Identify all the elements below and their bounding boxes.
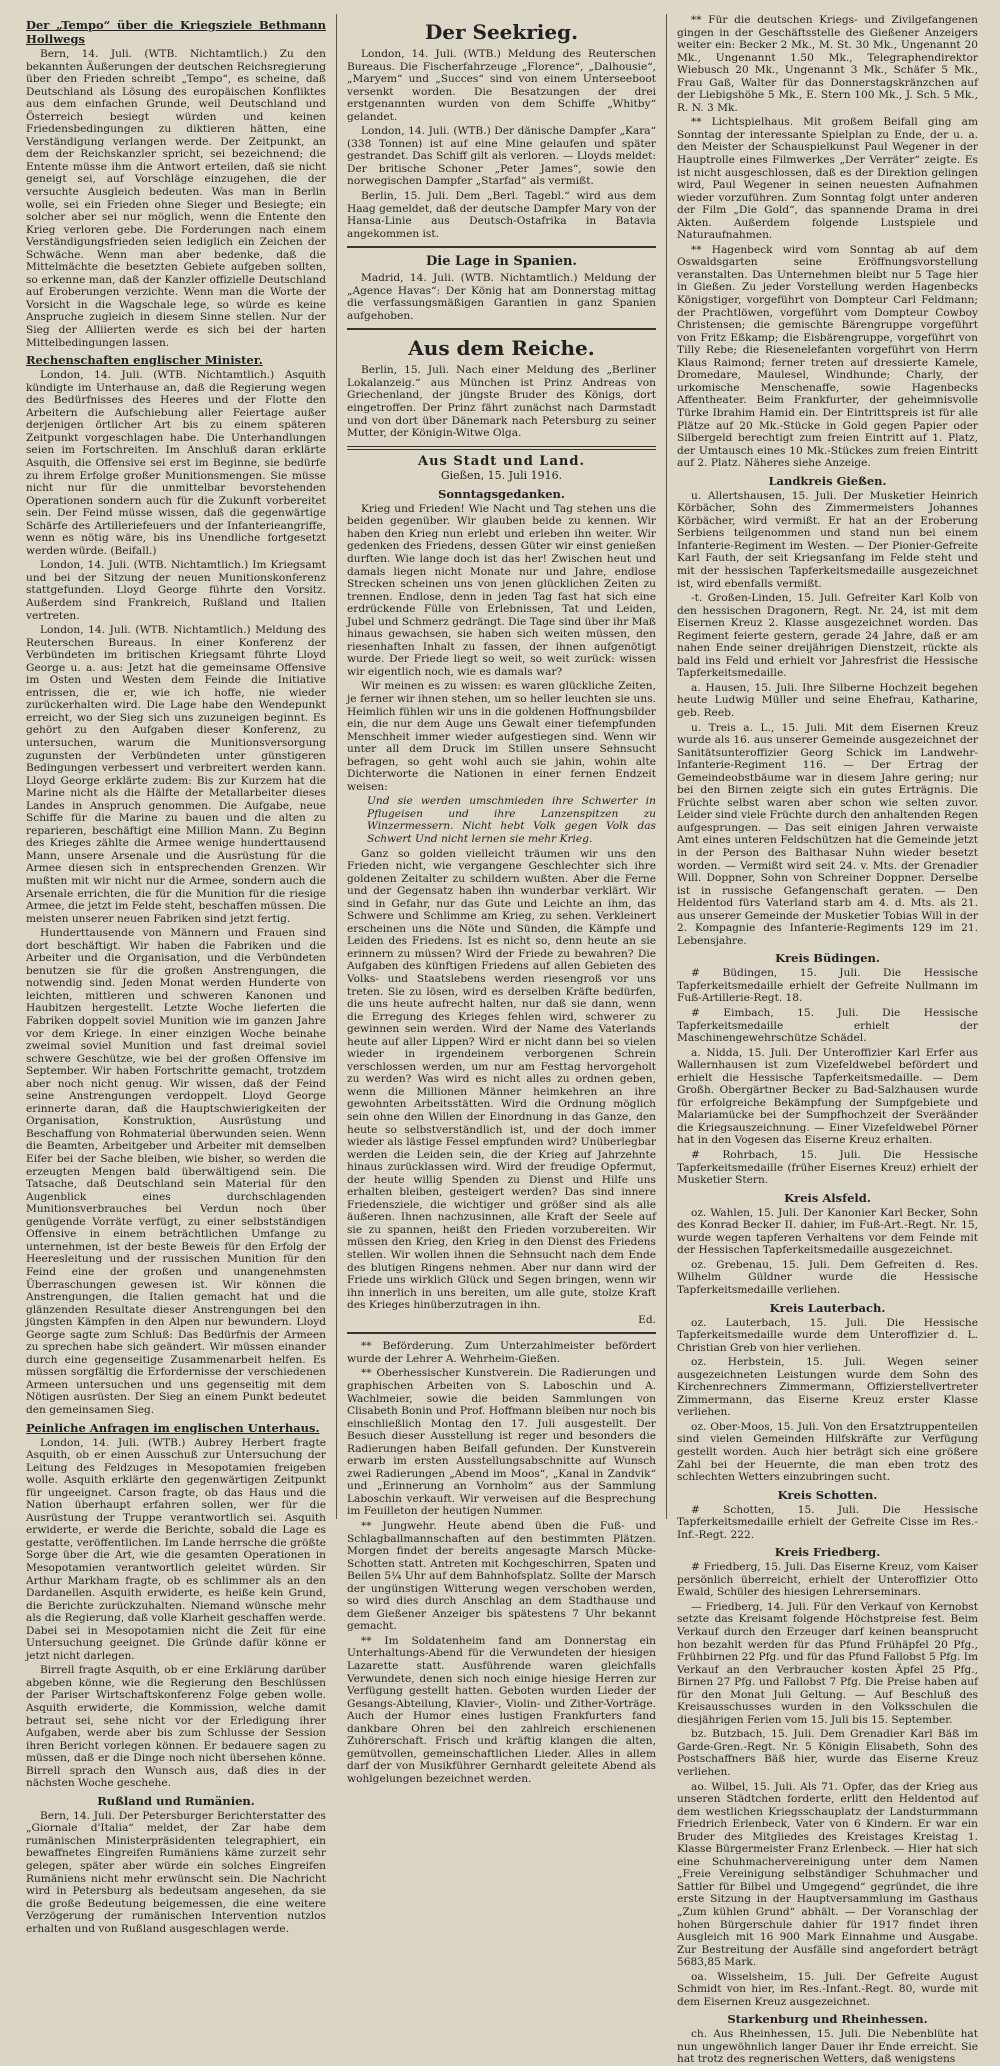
news-friedberg-1: # Friedberg, 15. Juli. Das Eiserne Kreuz, vom Kaiser persönlich überreicht, erhielt der Unteroffizier Otto Ewald, Schüler des hiesigen Lehrerseminars.	[677, 1561, 978, 1599]
article-seekrieg-1: London, 14. Juli. (WTB.) Meldung des Reuterschen Bureaus. Die Fischerfahrzeuge „Florence“, „Dalhousie“, „Maryem“ und „Succes“ sind von einem Unterseeboot versenkt worden. Die Besatzungen der drei erstgenannten wurden von dem Schiffe „Whitby“ gelandet.	[347, 48, 656, 123]
article-reiche: Berlin, 15. Juli. Nach einer Meldung des „Berliner Lokalanzeig.“ aus München ist Prinz Andreas von Griechenland, der jüngste Bruder des Königs, dort eingetroffen. Der Prinz fährt zunächst nach Darmstadt und von dort über Dänemark nach Petersburg zu seiner Mutter, der Königin-Witwe Olga.	[347, 364, 656, 440]
headline-friedberg: Kreis Friedberg.	[774, 1545, 881, 1560]
divider	[347, 1332, 656, 1334]
headline-tempo: Der „Tempo“ über die Kriegsziele Bethmann Hollwegs	[26, 18, 326, 46]
headline-alsfeld: Kreis Alsfeld.	[784, 1190, 871, 1205]
news-friedberg-5: oa. Wisselsheim, 15. Juli. Der Gefreite August Schmidt von hier, im Res.-Infant.-Regt. 80, wurde mit dem Eisernen Kreuz ausgezeichnet.	[677, 1970, 978, 2008]
article-sonntag-2: Wir meinen es zu wissen: es waren glückliche Zeiten, je ferner wir ihnen stehen, um so heller leuchten sie uns. Heimlich fühlen wir uns in die goldenen Hoffnungsbilder ein, die nur dem Auge uns Gewalt einer tiefempfunden Menschheit immer wieder aufgestiegen sind. Wenn wir unter all dem Druck im Stillen unsere Sehnsucht befragen, so geht wohl auch sie jahin, wohin alte Dichterworte die Nationen in einer fernen Endzeit weisen:	[347, 680, 656, 793]
headline-budingen: Kreis Büdingen.	[775, 951, 880, 966]
article-minister-2: London, 14. Juli. (WTB. Nichtamtlich.) Im Kriegsamt und bei der Sitzung der neuen Munitionskonferenz stattgefunden. Lloyd George führte den Vorsitz. Außerdem sind Frankreich, Rußland und Italien vertreten.	[26, 559, 326, 622]
headline-sonntag: Sonntagsgedanken.	[438, 486, 565, 501]
news-lauterbach-3: oz. Ober-Moos, 15. Juli. Von den Ersatztruppenteilen sind vielen Gemeinden Hilfskräfte zur Verfügung gestellt worden. Auch hier beträgt sich eine größere Zahl bei der Heuernte, die man eben trotz des schlechten Wetters einzubringen sucht.	[677, 1420, 978, 1484]
signature: Ed.	[638, 1313, 656, 1326]
article-sonntag-1: Krieg und Frieden! Wie Nacht und Tag stehen uns die beiden gegenüber. Wir glauben beide zu kennen. Wir haben den Krieg nun erlebt und erleben ihn weiter. Wir gedenken des Friedens, dessen Güter wir einst genießen durften. Wie lange doch ist das her! Zwischen heut und damals liegen nicht Monate nur und Jahre, endlose Strecken scheinen uns von jenen glücklichen Zeiten zu trennen. Endlose, denn in jeden Tag fast hat sich eine erdrückende Fülle von Erlebnissen, Tat und Leiden, Jubel und Schmerz gedrängt. Die Tage sind über ihr Maß hinaus gewachsen, sie haben sich weiten müssen, den riesenhaften Inhalt zu fassen, der ihnen aufgenötigt wurde. Der Friede liegt so weit, so weit zurück: wissen wir eigentlich noch, wie es damals war?	[347, 502, 656, 678]
section-stadt-land: Aus Stadt und Land.	[418, 453, 585, 469]
headline-schotten: Kreis Schotten.	[777, 1487, 878, 1502]
article-seekrieg-2: London, 14. Juli. (WTB.) Der dänische Dampfer „Kara“ (338 Tonnen) ist auf eine Mine gelaufen und später gestrandet. Das Schiff gilt als verloren. — Lloyds meldet: Der britische Schoner „Peter James“, sowie den norwegischen Dampfer „Starfad“ als vermißt.	[347, 125, 656, 188]
news-rheinhessen: ch. Aus Rheinhessen, 15. Juli. Die Nebenblüte hat nun ungewöhnlich langer Dauer ihr Ende erreicht. Sie hat trotz des regnerischen Wetters, daß wenigstens	[677, 2028, 978, 2066]
verse: Und sie werden umschmieden ihre Schwerter in Pflugeisen und ihre Lanzenspitzen zu Winzermessern. Nicht hebt Volk gegen Volk das Schwert Und nicht lernen sie mehr Krieg.	[367, 795, 656, 845]
headline-seekrieg: Der Seekrieg.	[424, 20, 579, 44]
article-minister-3: London, 14. Juli. (WTB. Nichtamtlich.) Meldung des Reuterschen Bureaus. In einer Konferenz der Verbündeten im britischen Kriegsamt führte Lloyd George u. a. aus: Jetzt hat die gemeinsame Offensive im Osten und Westen dem Feinde die Initiative entrissen, die er, wie ich hoffe, nie wieder zurückerhalten wird. Die Lage habe den Wendepunkt erreicht, wo der Sieg sich uns zuzuneigen beginnt. Es gehört zu den Aufgaben dieser Konferenz, zu untersuchen, warum die Munitionsversorgung zugunsten der Verbündeten unter günstigeren Bedingungen verbessert und verbreitert werden kann. Lloyd George erklärte zudem: Bis zur Kurzem hat die Marine nicht als die Hälfte der Metallarbeiter dieses Landes in Anspruch genommen. Die Aufgabe, neue Schiffe für die Marine zu bauen und die alten zu reparieren, beschäftigt eine Million Mann. Zu Beginn des Krieges zählte die Armee wenige hunderttausend Mann, unsere Arsenale und die Ausrüstung für die Armee diesen sich in entsprechenden Grenzen. Wir mußten mit wir nicht nur die Armee, sondern auch die Arsenale errichten, die für die Munition für die riesige Armee, die jetzt im Felde steht, beschaffen müssen. Die meisten unserer neuen Fabriken sind jetzt fertig.	[26, 624, 326, 925]
headline-lauterbach: Kreis Lauterbach.	[769, 1300, 886, 1315]
news-lichtspielhaus: ** Lichtspielhaus. Mit großem Beifall ging am Sonntag der interessante Spielplan zu Ende, der u. a. den Meister der Schauspielkunst Paul Wegener in der Hauptrolle eines Filmwerkes „Der Verräter“ zeigte. Es ist nicht ausgeschlossen, daß es der Direktion gelingen wird, Paul Wegener in seinen neuesten Aufnahmen wieder vorzuführen. Zum Sonntag folgt unter anderen der Film „Die Gold“, das spannende Drama in drei Akten. Außerdem folgende Lustspiele und Naturaufnahmen.	[677, 116, 978, 242]
column-left	[26, 14, 336, 1935]
headline-minister: Rechenschaften englischer Minister.	[26, 353, 263, 368]
article-anfragen-2: Birrell fragte Asquith, ob er eine Erklärung darüber abgeben könne, wie die Regierung den Beschlüssen der Pariser Wirtschaftskonferenz Folge geben wolle. Asquith erwiderte, die Kommission, welche damit betraut sei, sehe nicht vor der Erledigung ihrer Aufgaben, werde aber bis zum Schlusse der Session ihren Bericht vorlegen können. Er bedauere sagen zu müssen, daß er die Dinge noch nicht übersehen könne. Birrell sprach den Wunsch aus, daß dies in der nächsten Woche geschehe.	[26, 1664, 326, 1790]
news-befoerderung: ** Beförderung. Zum Unterzahlmeister befördert wurde der Lehrer A. Wehrheim-Gießen.	[347, 1340, 656, 1365]
double-divider	[347, 446, 656, 450]
news-hagenbeck: ** Hagenbeck wird vom Sonntag ab auf dem Oswaldsgarten seine Eröffnungsvorstellung veranstalten. Das Unternehmen bleibt nur 5 Tage hier in Gießen. Zu jeder Vorstellung werden Hagenbecks Königstiger, vorgeführt von Dompteur Carl Feldmann; der Prachtlöwen, vorgeführt vom Dompteur Cowboy Christensen; die gemischte Bärengruppe vorgeführt von Fritz Eßkamp; die Eisbärengruppe, vorgeführt von Tilly Rebe; die Riesenelefanten vorgeführt von Herrn Klaus Raimond; ferner treten auf dressierte Kamele, Dromedare, Maulesel, Windhunde; Charly, der urkomische Menschenaffe, sowie Hagenbecks Affentheater. Beim Frankfurter, der geheimnisvolle Türke Ibrahim Hamid ein. Der Eintrittspreis ist für alle Plätze auf 20 Mk.-Stücke in Gold gegen Papier oder Silbergeld berechtigt zum freien Eintritt auf 1. Platz, der Umtausch eines 10 Mk.-Stückes zum freien Eintritt auf 2. Platz. Näheres siehe Anzeige.	[677, 243, 978, 470]
news-lauterbach-2: oz. Herbstein, 15. Juli. Wegen seiner ausgezeichneten Leistungen wurde dem Sohn des Kirchenrechners Zimmermann, Offizierstellvertreter Zimmermann, das Eiserne Kreuz erster Klasse verliehen.	[677, 1356, 978, 1419]
news-treis: u. Treis a. L., 15. Juli. Mit dem Eisernen Kreuz wurde als 16. aus unserer Gemeinde ausgezeichnet der Sanitätsunteroffizier Georg Schick im Landwehr-Infanterie-Regiment 116. — Der Ertrag der Gemeindeobstbäume war in diesem Jahre gering; nur bei den Birnen zeigte sich ein gutes Erträgnis. Die Früchte selbst waren aber schon wie selten zuvor. Leider sind viele Früchte durch den anhaltenden Regen aufgesprungen. — Das seit einigen Jahren verwaiste Amt eines unteren Feldschützen hat die Gemeinde jetzt in der Person des Balthasar Nuhn wieder besetzt worden. — Vermißt wird seit 24. v. Mts. der Grenadier Will. Doppner, Sohn von Schreiner Doppner. Derselbe ist in russische Gefangenschaft geraten. — Den Heldentod fürs Vaterland starb am 4. d. Mts. als 21. aus unserer Gemeinde der Musketier Tobias Will in der 2. Kompagnie des Infanterie-Regiments 129 im 21. Lebensjahre.	[677, 721, 978, 947]
news-schotten: # Schotten, 15. Juli. Die Hessische Tapferkeitsmedaille erhielt der Gefreite Cisse im Res.-Inf.-Regt. 222.	[677, 1503, 978, 1541]
news-friedberg-4: ao. Wilbel, 15. Juli. Als 71. Opfer, das der Krieg aus unseren Städtchen forderte, erlitt den Heldentod auf dem westlichen Kriegsschauplatz der Landsturmmann Friedrich Erlenbeck, Vater von 6 Kindern. Er war ein Bruder des Mitgliedes des Kreistages Kreistag 1. Klasse Bürgermeister Franz Erlenbeck. — Hier hat sich eine Schuhmachervereinigung unter dem Namen „Freie Vereinigung selbständiger Schuhmacher und Sattler für Bilbel und Umgegend“ gegründet, die ihre erste Sitzung in der Hauptversammlung im Gasthaus „Zum kühlen Grund“ abhält. — Der Voranschlag der hohen Bürgerschule dahier für 1917 findet ihren Ausgleich mit 16 900 Mark Einnahme und Ausgabe. Zur Bestreitung der Ausfälle sind angefordert beträgt 5683,85 Mark.	[677, 1780, 978, 1969]
headline-reiche: Aus dem Reiche.	[408, 336, 595, 361]
news-alsfeld-1: oz. Wahlen, 15. Juli. Der Kanonier Karl Becker, Sohn des Konrad Becker II. dahier, im Fuß-Art.-Regt. Nr. 15, wurde wegen tapferen Verhaltens vor dem Feinde mit der Hessischen Tapferkeitsmedaille ausgezeichnet.	[677, 1206, 978, 1257]
news-budingen-1: # Büdingen, 15. Juli. Die Hessische Tapferkeitsmedaille erhielt der Gefreite Nullmann im Fuß-Artillerie-Regt. 18.	[677, 967, 978, 1005]
divider	[347, 246, 656, 248]
divider	[347, 328, 656, 330]
dateline: Gießen, 15. Juli 1916.	[440, 469, 563, 483]
news-gefangene: ** Für die deutschen Kriegs- und Zivilgefangenen gingen in der Geschäftsstelle des Gießener Anzeigers weiter ein: Becker 2 Mk., M. St. 30 Mk., Ungenannt 20 Mk., Ungenannt 1.50 Mk., Telegraphendirektor Wiebusch 20 Mk., Ungenannt 3 Mk., Schäfer 5 Mk., Frau Gaß, Walter für das Donnerstagskränzchen auf der Liebigshöhe 5 Mk., E. Stern 100 Mk., J. Sch. 5 Mk., R. N. 3 Mk.	[677, 14, 978, 114]
news-budingen-3: a. Nidda, 15. Juli. Der Unteroffizier Karl Erfer aus Wallernhausen ist zum Vizefeldwebel befördert und erhielt die Hessische Tapferkeitsmedaille. — Dem Großh. Obergärtner Becker zu Bad-Salzhausen wurde für erfolgreiche Bekämpfung der Sumpfgebiete und Malariamücke bei der Sumpfhochzeit der Sveräänder die Kriegsauszeichnung. — Einer Vizefeldwebel Pörner hat in den Vogesen das Eiserne Kreuz erhalten.	[677, 1046, 978, 1147]
news-lauterbach-1: oz. Lauterbach, 15. Juli. Die Hessische Tapferkeitsmedaille wurde dem Unteroffizier d. L. Christian Greb von hier verliehen.	[677, 1316, 978, 1354]
news-kunstverein: ** Oberhessischer Kunstverein. Die Radierungen und graphischen Arbeiten von S. Laboschin und A. Wachlmeier, sowie die beiden Sammlungen von Clisabeth Bonin und Prof. Hoffmann bleiben nur noch bis einschließlich Montag den 17. Juli ausgestellt. Der Besuch dieser Ausstellung ist reger und besonders die Radierungen haben Beifall gefunden. Der Kunstverein erwarb im ersten Ausstellungsabschnitte auf Wunsch zwei Radierungen „Abend im Moos“, „Kanal in Zandvik“ und „Erinnerung an Vornholm“ aus der Sammlung Laboschin verkauft. Wir verweisen auf die Besprechung im Feuilleton der heutigen Nummer.	[347, 1367, 656, 1518]
news-jungwehr: ** Jungwehr. Heute abend üben die Fuß- und Schlagballmannschaften auf den bestimmten Plätzen. Morgen findet der bereits angesagte Marsch Mücke-Schotten statt. Antreten mit Kochgeschirren, Spaten und Beilen 5¼ Uhr auf dem Bahnhofsplatz. Sollte der Marsch der ungünstigen Witterung wegen verschoben werden, so wird dies durch Anschlag an dem Stadthause und dem Gießener Anzeiger bis spätestens 7 Uhr bekannt gemacht.	[347, 1519, 656, 1633]
article-sonntag-3: Ganz so golden vielleicht träumen wir uns den Frieden nicht, wie vergangene Geschlechter sich ihre goldenen Zeitalter zu schildern wußten. Aber die Ferne und der Gegensatz haben ihn wunderbar verklärt. Wir sind in Gefahr, nur das Gute und Leichte an ihm, das Schwere und Schlimme am Krieg, zu sehen. Verkleinert erscheinen uns die Nöte und Sünden, die Kämpfe und Leiden des Friedens. Ist es nicht so, denn heute an sie erinnern zu müssen? Wird der Friede zu bewahren? Die Aufgaben des künftigen Friedens auf allen Gebieten des Volks- und Staatslebens werden riesengroß vor uns treten. Sie zu lösen, wird es derselben Kräfte bedürfen, die uns heute aufrecht halten, nur daß sie dann, wenn die Erregung des Krieges fehlen wird, schwerer zu gewinnen sein werden. Wird der Name des Vaterlands heute auf aller Lippen? Wird er nicht dann bei so vielen wieder in irgendeinem verborgenen Schrein verschlossen werden, um nur am Festtag hervorgeholt zu werden? Was wird es nicht alles zu ordnen geben, wenn die Millionen Männer heimkehren an ihre gewohnten Arbeitsstätten. Wird die Ordnung möglich sein ohne den Willen der Einordnung in das Ganze, den heute so selbstverständlich ist, und der doch immer wieder als lästige Fessel empfunden wird? Unüberlegbar werden die Leiden sein, die der Krieg auf Jahrzehnte hinaus zurücklassen wird. Wird der freudige Opfermut, der heute willig Spenden zu Dienst und Hilfe uns erhalten bleiben, gesteigert werden? Das sind innere Friedensziele, die wichtiger und größer sind als alle äußeren. Ihnen nachzusinnen, alle Kraft der Seele auf sie zu spannen, heißt den Frieden vorzubereiten. Wir müssen den Krieg, den Krieg in den Dienst des Friedens stellen. Wir wollen ihnen die Sehnsucht nach dem Ende des blutigen Ringens nehmen. Aber nur dann wird der Friede uns wirklich Glück und Segen bringen, wenn wir ihn innerlich in uns bereiten, um alle gute, stolze Kraft des Krieges hinüberzutragen in ihn.	[347, 847, 656, 1312]
article-seekrieg-3: Berlin, 15. Juli. Dem „Berl. Tagebl.“ wird aus dem Haag gemeldet, daß der deutsche Dampfer Mary von der Hansa-Linie aus Deutsch-Ostafrika in Batavia angekommen ist.	[347, 190, 656, 240]
columns	[26, 14, 978, 2066]
news-friedberg-2: — Friedberg, 14. Juli. Für den Verkauf von Kernobst setzte das Kreisamt folgende Höchstpreise fest. Beim Verkauf durch den Erzeuger darf keinen beansprucht hon bezahlt werden für das Pfund Frühäpfel 20 Pfg., Frühbirnen 22 Pfg. und für das Pfund Fallobst 5 Pfg. Im Verkauf an den Verbraucher kosten Äpfel 25 Pfg., Birnen 27 Pfg. und Fallobst 7 Pfg. Die Preise haben auf für den Monat Juli Geltung. — Auf Beschluß des Kreisausschusses wurden in den Volksschulen die diesjährigen Ferien vom 15. Juli bis 15. September.	[677, 1600, 978, 1726]
news-grossen-linden: -t. Großen-Linden, 15. Juli. Gefreiter Karl Kolb von den hessischen Dragonern, Regt. Nr. 24, ist mit dem Eisernen Kreuz 2. Klasse ausgezeichnet worden. Das Regiment feierte gestern, gerade 24 Jahre, daß er am nahen Ende seiner dreijährigen Dienstzeit, rückte als bald ins Feld und erhielt vor Jahresfrist die Hessische Tapferkeitsmedaille.	[677, 592, 978, 680]
column-right	[666, 14, 978, 2066]
news-hausen: a. Hausen, 15. Juli. Ihre Silberne Hochzeit begehen heute Ludwig Müller und seine Ehefrau, Katharine, geb. Reeb.	[677, 681, 978, 719]
article-tempo: Bern, 14. Juli. (WTB. Nichtamtlich.) Zu den bekannten Äußerungen der deutschen Reichsregierung über den Frieden schreibt „Tempo“, es scheine, daß Deutschland als Lösung des europäischen Konfliktes aus dem einfachen Grunde, weil Deutschland und Österreich besiegt würden und keinen Friedensbedingungen zu diktieren hätten, eine Verständigung verlangen werde. Der Zeitpunkt, an dem der Reichskanzler spricht, sei bezeichnend; die Entente müsse ihm die Antwort erteilen, daß sie nicht geneigt sei, auf Vorschläge einzugehen, die der versuchte Ausgleich bedeuten. Was man in Berlin wolle, sei ein Frieden ohne Sieger und Besiegte; ein solcher aber sei nur möglich, wenn die Entente den Krieg verloren gebe. Die Forderungen nach einem Verständigungsfrieden seien lediglich ein Zeichen der Schwäche. Wenn man aber bedenke, daß die Mittelmächte die besetzten Gebiete aufgeben sollten, so erkenne man, daß der Kanzler offizielle Deutschland auf Eroberungen verzichte. Wenn man die Worte der Vorsicht in die Wagschale lege, so würde es keine Anspruche zugleich in diesem Sinne stellen. Nur der Sieg der Alliierten werde es sich bei der harten Mittelbedingungen lassen.	[26, 48, 326, 349]
headline-landkreis: Landkreis Gießen.	[768, 473, 887, 488]
headline-anfragen: Peinliche Anfragen im englischen Unterhaus.	[26, 1420, 320, 1435]
article-minister-1: London, 14. Juli. (WTB. Nichtamtlich.) Asquith kündigte im Unterhause an, daß die Regierung wegen des Bedürfnisses des Heeres und der Flotte den Arbeitern die Aufschiebung aller Feiertage außer derjenigen örtlicher Art bis zu einem späteren Zeitpunkt vorgeschlagen habe. Die Unterhandlungen seien im Fortschreiten. Im Anschluß daran erklärte Asquith, die Offensive sei erst im Beginne, sie bedürfe zu ihrem Erfolge großer Munitionsmengen. Sie müsse nicht nur für die unmittelbar bevorstehenden Operationen sondern auch für die Zukunft vorbereitet sein. Der Feind müsse wissen, daß die gegenwärtige Schärfe des Artilleriefeuers und der Infanterieangriffe, wenn es nötig wäre, bis ins Unendliche fortgesetzt werden würde. (Beifall.)	[26, 369, 326, 557]
news-budingen-4: # Rohrbach, 15. Juli. Die Hessische Tapferkeitsmedaille (früher Eisernes Kreuz) erhielt der Musketier Stern.	[677, 1149, 978, 1187]
headline-starkenburg: Starkenburg und Rheinhessen.	[727, 2012, 928, 2027]
article-russland: Bern, 14. Juli. Der Petersburger Berichterstatter des „Giornale d'Italia“ meldet, der Zar habe dem rumänischen Ministerpräsidenten telegraphiert, ein bewaffnetes Eingreifen Rumäniens käme zurzeit sehr gelegen, später aber würde ein solches Eingreifen Rumäniens nicht mehr erwünscht sein. Die Nachricht wird in Petersburg als bedeutsam angesehen, da sie die große Bedeutung beigemessen, die eine weitere Verzögerung der rumänischen Intervention nutzlos erhalten und von Rußland ausgeschlagen werde.	[26, 1809, 326, 1935]
news-allertshausen: u. Allertshausen, 15. Juli. Der Musketier Heinrich Körbächer, Sohn des Zimmermeisters Johannes Körbächer, wird vermißt. Er hat an der Eroberung Serbiens teilgenommen und stand nun bei einem Infanterie-Regiment im Westen. — Der Pionier-Gefreite Karl Fauth, der seit Kriegsanfang im Felde steht und mit der hessischen Tapferkeitsmedaille ausgezeichnet ist, wird ebenfalls vermißt.	[677, 489, 978, 590]
headline-spanien: Die Lage in Spanien.	[426, 254, 577, 270]
news-friedberg-3: bz. Butzbach, 15. Juli. Dem Grenadier Karl Bäß im Garde-Gren.-Regt. Nr. 5 Königin Elisabeth, Sohn des Postschaffners Bäß hier, wurde das Eiserne Kreuz verliehen.	[677, 1728, 978, 1778]
article-anfragen-1: London, 14. Juli. (WTB.) Aubrey Herbert fragte Asquith, ob er einen Ausschuß zur Untersuchung der Leitung des Feldzuges in Mesopotamien freigeben wolle. Asquith erklärte den gegenwärtigen Zeitpunkt für ungeeignet. Carson fragte, ob das Haus und die Nation überhaupt erfahren sollen, wer für die Ausrüstung der Truppe verantwortlich sei. Asquith erwiderte, er werde die Berichte, sobald die Lage es gestatte, veröffentlichen. Im Lande herrsche die größte Sorge über die Art, wie die gesamten Operationen in Mesopotamien verantwortlich geleitet würden. Sir Arthur Markham fragte, ob es schlimmer als an den Dardanellen. Asquith erwiderte, es heiße kein Grund, die Berichte zurückzuhalten. Niemand wünsche mehr als die Regierung, daß volle Klarheit geschaffen werde. Dabei sei in Mesopotamien nicht die Zeit für eine Untersuchung geeignet. Die Gründe dafür könne er jetzt nicht darlegen.	[26, 1436, 326, 1662]
article-minister-4: Hunderttausende von Männern und Frauen sind dort beschäftigt. Wir haben die Fabriken und die Arbeiter und die Organisation, und die Verbündeten benutzen sie für die großen Anstrengungen, die notwendig sind. Jeden Monat werden Hunderte von leichten, mittleren und schweren Kanonen und Haubitzen hergestellt. Letzte Woche lieferten die Fabriken doppelt soviel Munition wie im ganzen Jahre vor dem Kriege. In einer einzigen Woche beinahe zweimal soviel Munition und fast dreimal soviel schwere Geschütze, wie bei der großen Offensive im September. Wir haben Fortschritte gemacht, trotzdem aber noch nicht genug. Wir wissen, daß der Feind seine Anstrengungen verdoppelt. Lloyd George erinnerte daran, daß die Hauptschwierigkeiten der Organisation, Konstruktion, Ausrüstung und Beschaffung von Rohmaterial überwunden seien. Wenn die Beamten, Arbeitgeber und Arbeiter mit demselben Eifer bei der Sache bleiben, wie bisher, so werden die erzeugten Mengen bald überwältigend sein. Die Tatsache, daß Deutschland sein Material für den Augenblick eines durchschlagenden Munitionsverbrauches bei Verdun noch über genügende Vorräte verfügt, zu einer selbstständigen Offensive in einem beträchtlichen Umfange zu unternehmen, ist der beste Beweis für den Erfolg der Heeresleitung und der russischen Munition für den Feind eine der großen und unangenehmsten Überraschungen gewesen ist. Wir können die Anstrengungen, die Italien gemacht hat und die glänzenden Resultate dieser Anstrengungen bei den jüngsten Kämpfen in den Alpen nur bewundern. Lloyd George sagte zum Schluß: Das Bedürfnis der Armeen zu sprechen habe sich geändert. Wir müssen einander durch eine gegenseitige Zusammenarbeit helfen. Es müssen sorgfältig die Erfordernisse der verschiedenen Armeen untersuchen und uns gegenseitig mit dem Nötigen ausrüsten. Der Sieg an einem Punkt bedeutet den gemeinsamen Sieg.	[26, 927, 326, 1416]
news-budingen-2: # Eimbach, 15. Juli. Die Hessische Tapferkeitsmedaille erhielt der Maschinengewehrschütze Schädel.	[677, 1007, 978, 1045]
news-alsfeld-2: oz. Grebenau, 15. Juli. Dem Gefreiten d. Res. Wilhelm Güldner wurde die Hessische Tapferkeitsmedaille verliehen.	[677, 1258, 978, 1296]
headline-russland: Rußland und Rumänien.	[97, 1793, 255, 1808]
column-middle	[336, 14, 666, 1785]
news-soldatenheim: ** Im Soldatenheim fand am Donnerstag ein Unterhaltungs-Abend für die Verwundeten der hiesigen Lazarette statt. Ausführende waren gleichfalls Verwundete, denen sich noch einige hiesige Herren zur Verfügung gestellt hatten. Geboten wurden Lieder der Gesangs-Abteilung, Klavier-, Violin- und Zither-Vorträge. Auch der Humor eines lustigen Frankfurters fand dankbare Ohren bei den zahlreich erschienenen Zuhörerschaft. Frisch und kräftig klangen die alten, gemütvollen, gemeinschaftlichen Lieder. Alles in allem darf der von Musikführer Gernhardt geleitete Abend als wohlgelungen bezeichnet werden.	[347, 1634, 656, 1785]
article-spanien: Madrid, 14. Juli. (WTB. Nichtamtlich.) Meldung der „Agence Havas“: Der König hat am Donnerstag mittag die verfassungsmäßigen Garantien in ganz Spanien aufgehoben.	[347, 272, 656, 322]
